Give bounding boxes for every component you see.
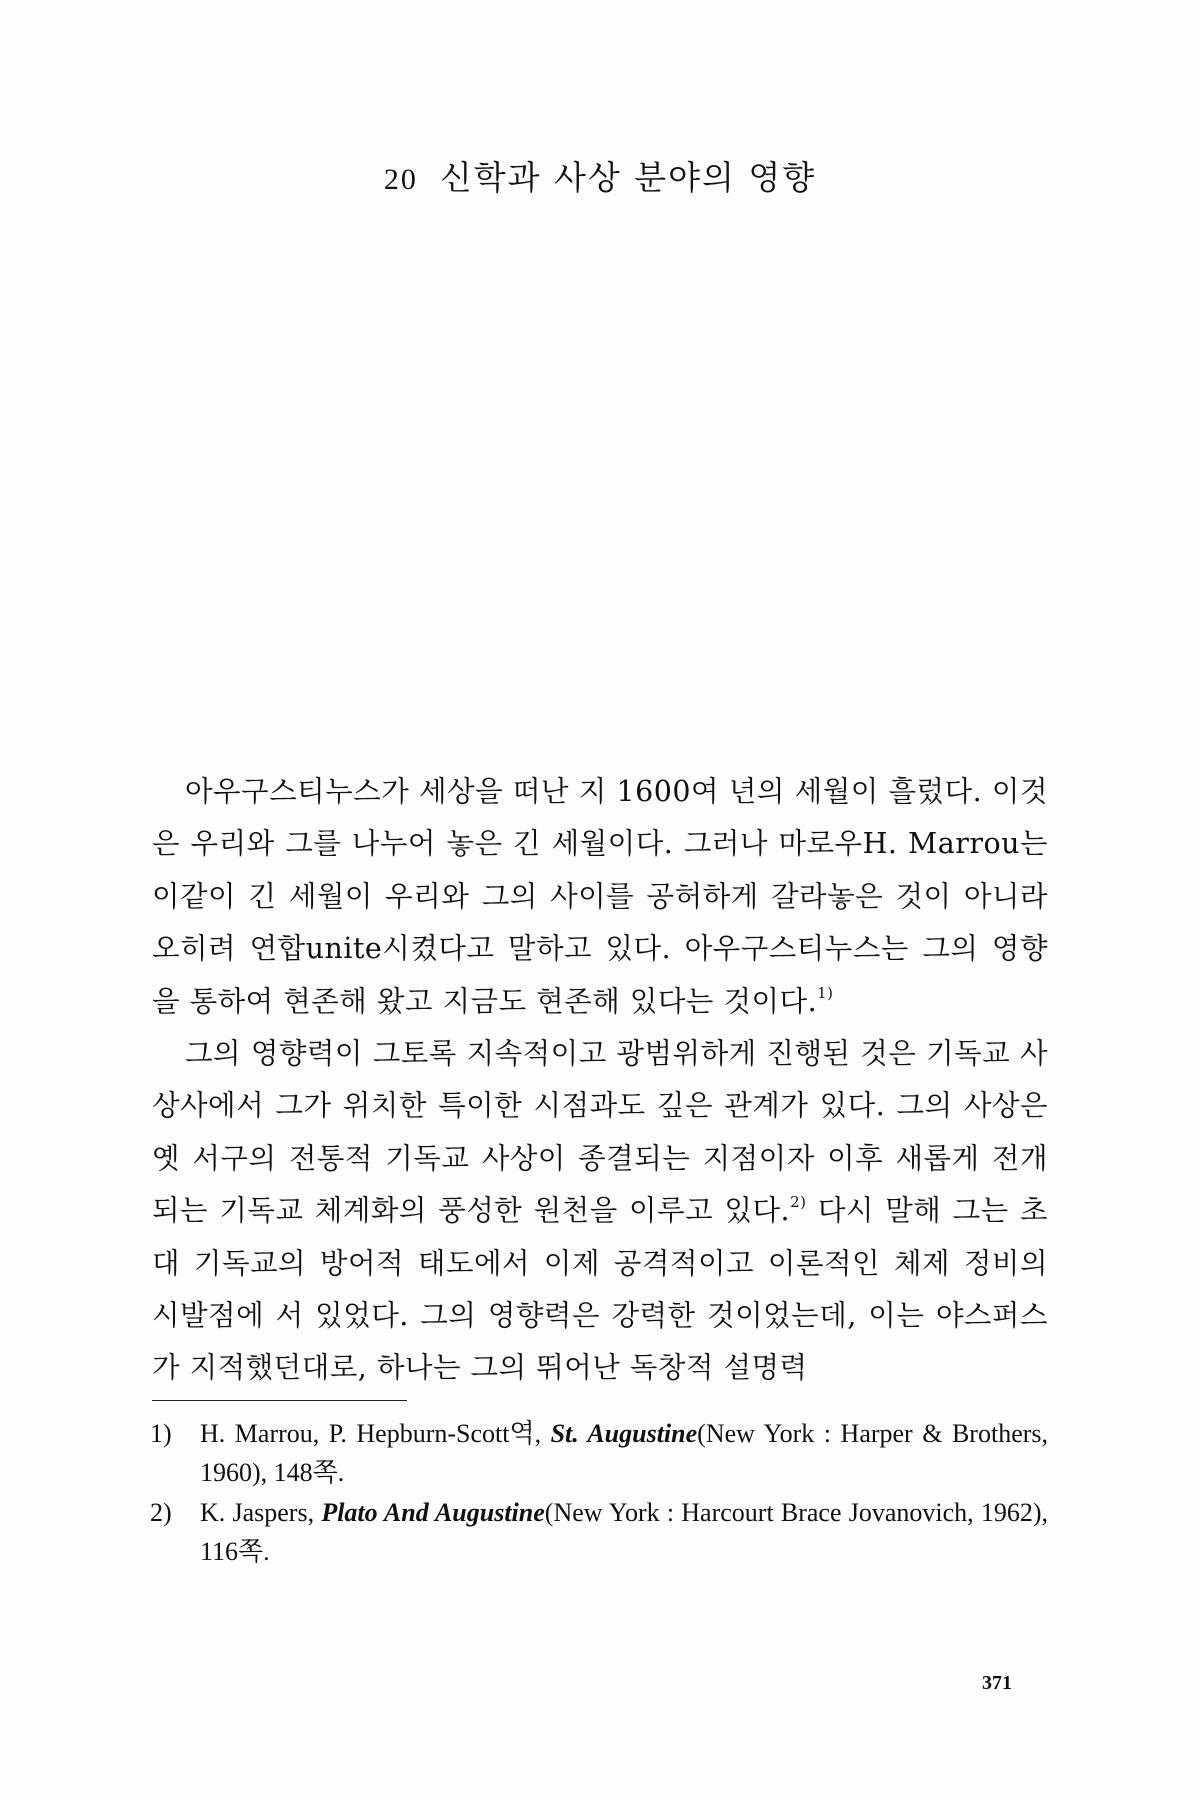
footnote (150, 1414, 1048, 1492)
footnote-text: H. Marrou, P. Hepburn-Scott역, (200, 1419, 551, 1448)
chapter-title-text: 신학과 사상 분야의 영향 (439, 158, 817, 197)
chapter-title (0, 152, 1200, 199)
footnote (150, 1493, 1048, 1571)
footnote-ref: 2) (790, 1193, 807, 1212)
chapter-number: 20 (383, 163, 418, 196)
footnote-mark: 2) (150, 1498, 172, 1527)
paragraph-text: 아우구스티누스가 세상을 떠난 지 1600여 년의 세월이 흘렀다. 이것은 우리와 그를 나누어 놓은 긴 세월이다. 그러나 마로우H. Marrou는 이같이 긴 세월이 우리와 그의 사이를 공허하게 갈라놓은 것이 아니라 오히려 연합unite시켰다고 말하고 있다. 아우구스티누스는 그의 영향을 통하여 현존해 왔고 지금도 현존해 있다는 것이다. (152, 775, 1048, 1018)
paragraph (152, 766, 1048, 1028)
paragraph-text: 다시 말해 그는 초대 기독교의 방어적 태도에서 이제 공격적이고 이론적인 체제 정비의 시발점에 서 있었다. 그의 영향력은 강력한 것이었는데, 이는 야스퍼스가 지적했던대로, 하나는 그의 뛰어난 독창적 설명력 (152, 1194, 1048, 1385)
footnote-book-title: Plato And Augustine (321, 1498, 545, 1527)
footnote-ref: 1) (817, 983, 834, 1002)
footnote-mark: 1) (150, 1419, 172, 1448)
footnotes (150, 1414, 1048, 1572)
footnote-text: (New York : Harper & Brothers, 1960), 148쪽. (200, 1419, 1049, 1487)
paragraph-text: 그의 영향력이 그토록 지속적이고 광범위하게 진행된 것은 기독교 사상사에서 그가 위치한 특이한 시점과도 깊은 관계가 있다. 그의 사상은 옛 서구의 전통적 기독교 사상이 종결되는 지점이자 이후 새롭게 전개되는 기독교 체계화의 풍성한 원천을 이루고 있다. (152, 1037, 1048, 1228)
paragraph (152, 1028, 1048, 1395)
footnote-book-title: St. Augustine (550, 1419, 698, 1448)
page-number: 371 (982, 1672, 1012, 1694)
footnote-text: (New York : Harcourt Brace Jovanovich, 1962), 116쪽. (200, 1498, 1049, 1566)
body-text (152, 766, 1048, 1395)
footnote-text: K. Jaspers, (200, 1498, 322, 1527)
footnote-divider (152, 1400, 407, 1401)
